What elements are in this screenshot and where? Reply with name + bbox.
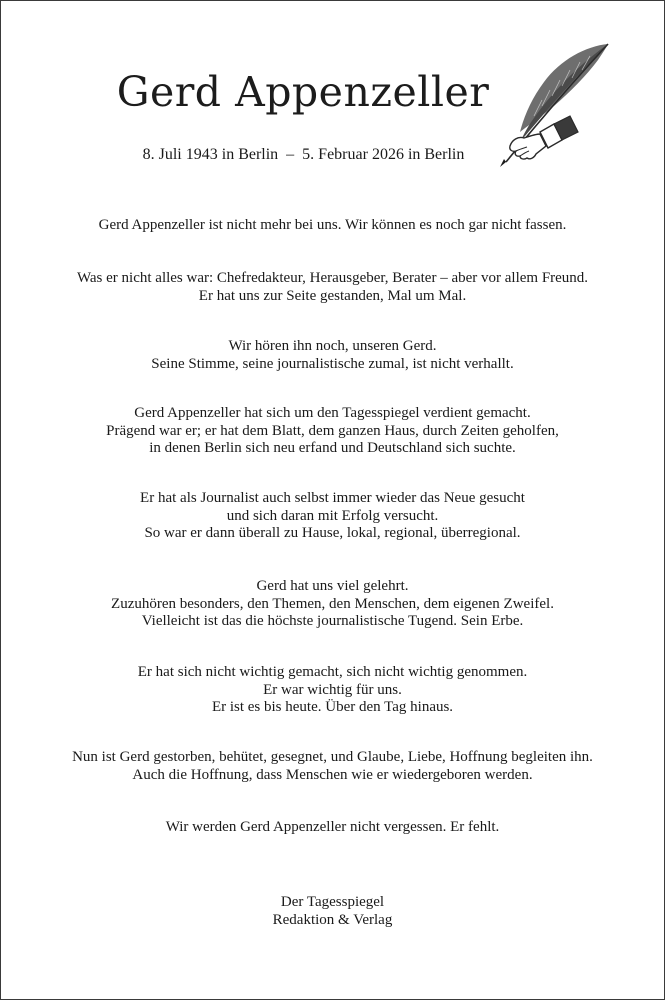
text-line: Auch die Hoffnung, dass Menschen wie er wiedergeboren werden. xyxy=(132,766,533,783)
text-line: So war er dann überall zu Hause, lokal, regional, überregional. xyxy=(144,525,521,541)
signature-department: Redaktion & Verlag xyxy=(272,911,393,928)
paragraph-4 xyxy=(0,405,665,458)
paragraph-9 xyxy=(0,819,665,837)
paragraph-5 xyxy=(0,490,665,543)
text-line: Gerd Appenzeller ist nicht mehr bei uns. Wir können es noch gar nicht fassen. xyxy=(98,217,567,233)
deceased-name: Gerd Appenzeller xyxy=(116,68,490,116)
text-line: Gerd Appenzeller hat sich um den Tagesspiegel verdient gemacht. xyxy=(134,405,531,421)
text-line: Er hat als Journalist auch selbst immer wieder das Neue gesucht xyxy=(140,490,525,506)
text-line: Er hat uns zur Seite gestanden, Mal um Mal. xyxy=(198,287,467,304)
text-line: Wir werden Gerd Appenzeller nicht vergessen. Er fehlt. xyxy=(165,819,500,835)
text-line: Er war wichtig für uns. xyxy=(263,681,402,698)
text-line: Vielleicht ist das die höchste journalistische Tugend. Sein Erbe. xyxy=(141,613,524,629)
text-line: in denen Berlin sich neu erfand und Deutschland sich suchte. xyxy=(149,440,516,456)
text-line: Was er nicht alles war: Chefredakteur, Herausgeber, Berater – aber vor allem Freund. xyxy=(76,270,589,286)
text-line: Er ist es bis heute. Über den Tag hinaus. xyxy=(211,699,454,715)
text-line: Zuzuhören besonders, den Themen, den Menschen, dem eigenen Zweifel. xyxy=(111,595,554,612)
text-line: Seine Stimme, seine journalistische zumal, ist nicht verhallt. xyxy=(151,355,514,372)
signature-block xyxy=(0,894,665,929)
text-line: Gerd hat uns viel gelehrt. xyxy=(256,578,409,594)
signature-publisher: Der Tagesspiegel xyxy=(280,894,385,910)
text-line: Er hat sich nicht wichtig gemacht, sich nicht wichtig genommen. xyxy=(137,664,528,680)
life-dates: 8. Juli 1943 in Berlin – 5. Februar 2026 in Berlin xyxy=(142,146,465,163)
text-line: Nun ist Gerd gestorben, behütet, gesegnet, und Glaube, Liebe, Hoffnung begleiten ihn. xyxy=(72,749,593,765)
paragraph-6 xyxy=(0,578,665,631)
text-line: Wir hören ihn noch, unseren Gerd. xyxy=(228,338,437,354)
text-line: Prägend war er; er hat dem Blatt, dem ganzen Haus, durch Zeiten geholfen, xyxy=(106,422,559,439)
paragraph-8 xyxy=(0,749,665,784)
text-line: und sich daran mit Erfolg versucht. xyxy=(226,507,439,524)
paragraph-3 xyxy=(0,338,665,373)
paragraph-7 xyxy=(0,664,665,717)
paragraph-2 xyxy=(0,270,665,305)
paragraph-1 xyxy=(0,217,665,235)
